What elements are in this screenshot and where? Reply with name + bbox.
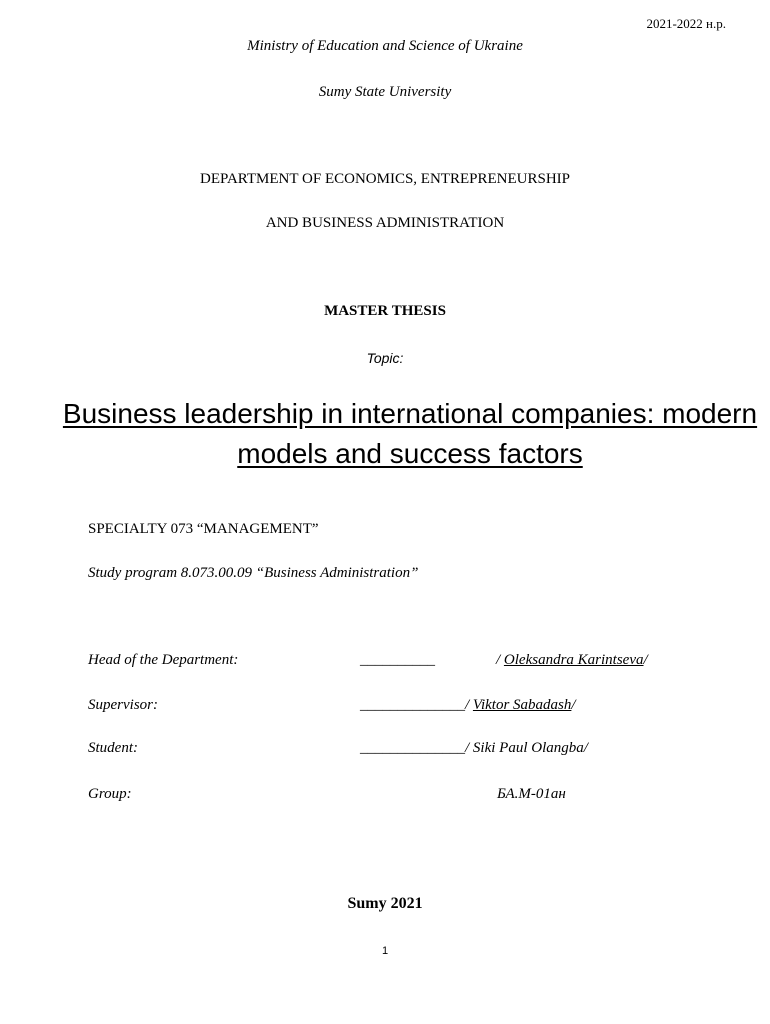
head-name-group [496, 652, 648, 669]
page-number: 1 [381, 945, 389, 957]
topic-label: Topic: [366, 350, 404, 366]
thesis-title: Business leadership in international companies: modern models and success factors [62, 398, 758, 469]
supervisor-name: Viktor Sabadash [472, 697, 572, 713]
supervisor-line-text: ______________/ [360, 697, 470, 713]
specialty-line: SPECIALTY 073 “MANAGEMENT” [88, 521, 319, 537]
head-signature-line: __________ [360, 652, 435, 668]
signature-row-student [0, 740, 770, 762]
department-line-1: DEPARTMENT OF ECONOMICS, ENTREPRENEURSHIP [200, 171, 570, 187]
supervisor-label: Supervisor: [88, 697, 158, 713]
department-line-2: AND BUSINESS ADMINISTRATION [265, 215, 505, 231]
student-label: Student: [88, 740, 138, 756]
signature-row-supervisor [0, 697, 770, 719]
student-line-text: ______________/ [360, 740, 470, 756]
supervisor-name-suffix: / [571, 697, 576, 713]
place-year: Sumy 2021 [347, 895, 423, 912]
signature-row-group [0, 786, 770, 808]
head-name-suffix: / [643, 652, 648, 668]
academic-year: 2021-2022 н.р. [646, 16, 726, 31]
supervisor-signature-line [360, 697, 576, 714]
ministry-line: Ministry of Education and Science of Ukraine [247, 38, 523, 54]
head-name-prefix: / [496, 652, 504, 668]
head-name: Oleksandra Karintseva [503, 652, 644, 668]
group-value: БА.М-01ан [497, 786, 566, 802]
head-label: Head of the Department: [88, 652, 239, 668]
student-signature-line [360, 740, 588, 757]
signature-row-head [0, 652, 770, 674]
university-line: Sumy State University [318, 84, 452, 100]
student-name: Siki Paul Olangba/ [469, 740, 588, 756]
thesis-type: MASTER THESIS [324, 303, 446, 319]
group-label: Group: [88, 786, 132, 802]
study-program-line: Study program 8.073.00.09 “Business Administration” [88, 565, 419, 581]
